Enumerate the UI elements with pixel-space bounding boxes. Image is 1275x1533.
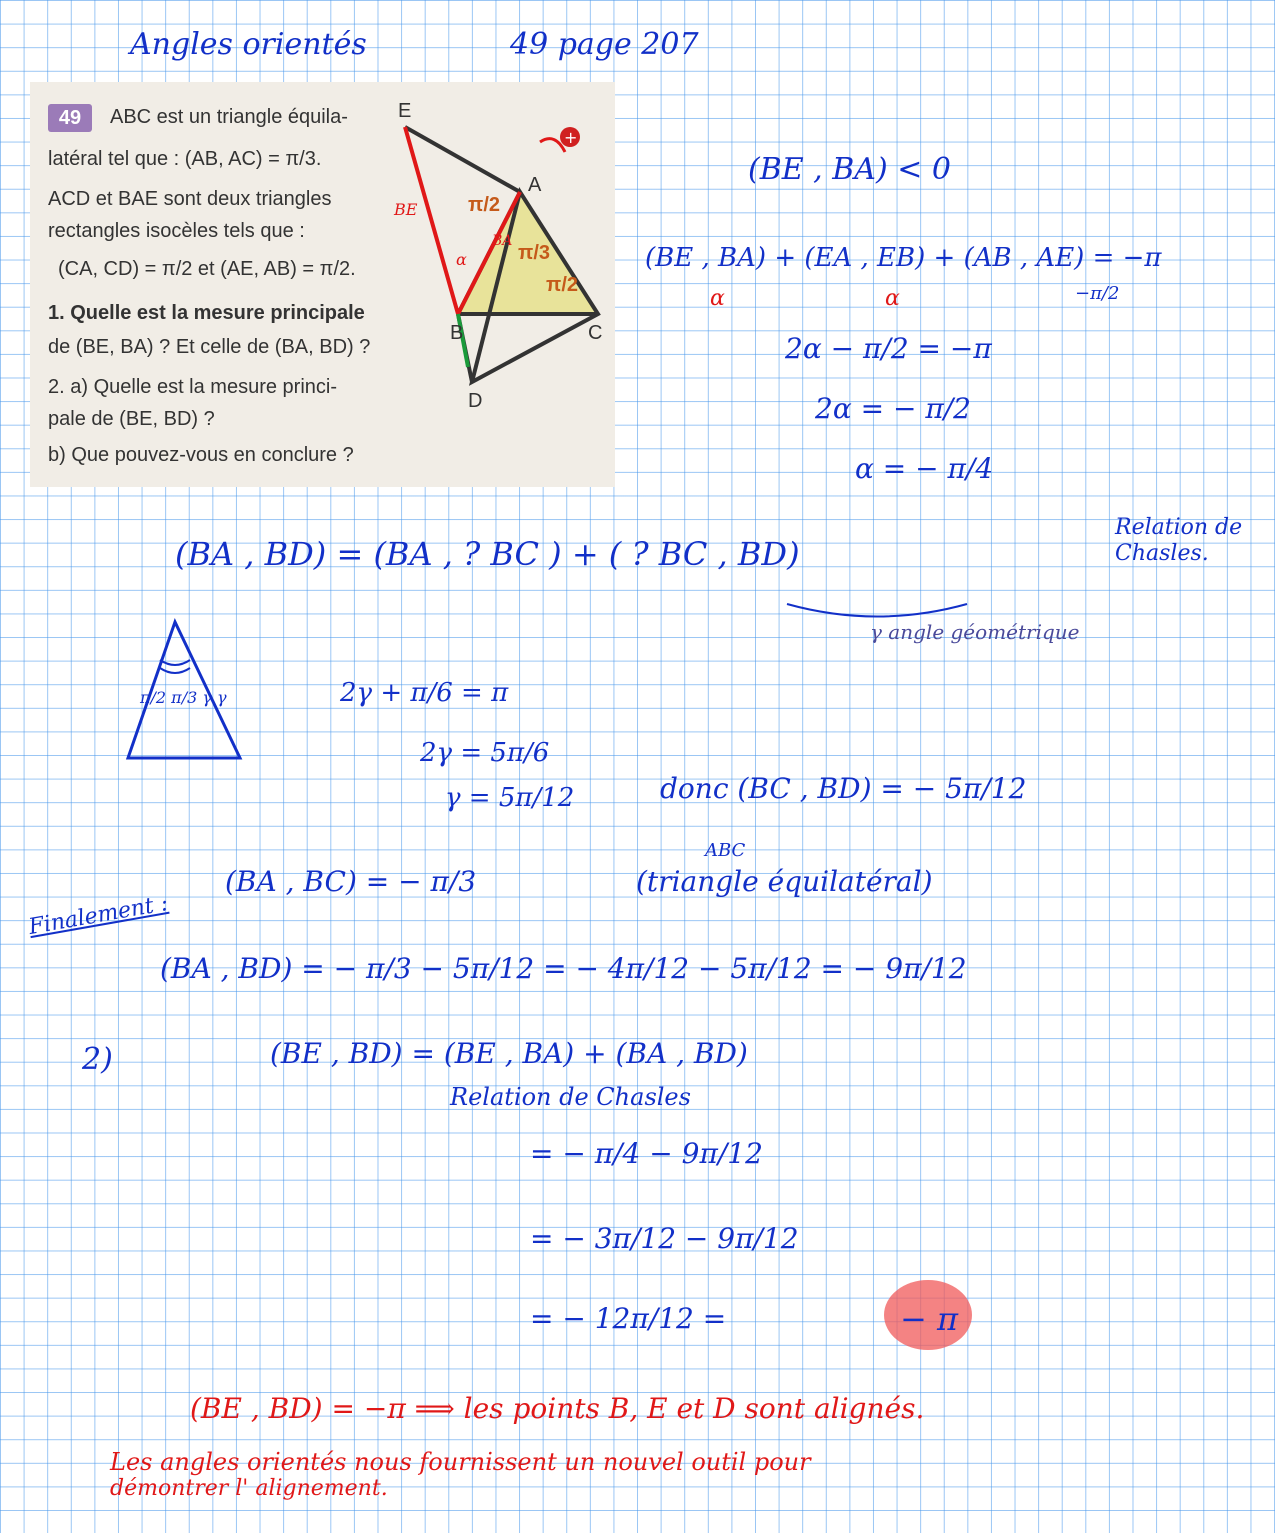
note-be-ba-negative: (BE , BA) < 0 bbox=[748, 152, 951, 187]
conclusion-line: (BE , BD) = −π ⟹ les points B, E et D sont alignés. bbox=[190, 1392, 925, 1425]
note-minus-pi-over-2: −π/2 bbox=[1075, 283, 1120, 304]
textbook-line-4: rectangles isocèles tels que : bbox=[48, 220, 305, 242]
triangle-sketch-labels: π/2 π/3 γ γ bbox=[140, 688, 227, 707]
figure-label-e: E bbox=[398, 100, 412, 122]
figure-label-c: C bbox=[588, 322, 603, 344]
figure-label-ba: BA bbox=[492, 233, 513, 249]
gamma-angle-note: γ angle géométrique bbox=[870, 620, 1080, 644]
note-alpha-2: α bbox=[885, 286, 900, 311]
textbook-line-6: 1. Quelle est la mesure principale bbox=[48, 302, 365, 324]
textbook-line-3: ACD et BAE sont deux triangles bbox=[48, 188, 332, 210]
figure-label-alpha: α bbox=[456, 250, 467, 269]
donc-bc-bd: donc (BC , BD) = − 5π/12 bbox=[660, 772, 1027, 805]
textbook-line-1: ABC est un triangle équila- bbox=[110, 106, 348, 128]
finalement-label: Finalement : bbox=[26, 890, 170, 941]
final-note-line-2: démontrer l' alignement. bbox=[110, 1476, 388, 1501]
textbook-line-9: pale de (BE, BD) ? bbox=[48, 408, 215, 430]
equilateral-note: (triangle équilatéral) bbox=[636, 865, 933, 898]
textbook-line-2: latéral tel que : (AB, AC) = π/3. bbox=[48, 148, 322, 170]
page-title: Angles orientés bbox=[130, 27, 367, 62]
part-2-step-1: = − π/4 − 9π/12 bbox=[530, 1137, 763, 1170]
figure-label-pi3: π/3 bbox=[518, 242, 550, 264]
final-equation: (BA , BD) = − π/3 − 5π/12 = − 4π/12 − 5π/12 = − 9π/12 bbox=[160, 952, 967, 985]
abc-note: ABC bbox=[705, 840, 746, 861]
gamma-equation-3: γ = 5π/12 bbox=[445, 783, 575, 813]
figure-label-b: B bbox=[450, 322, 464, 344]
textbook-line-10: b) Que pouvez-vous en conclure ? bbox=[48, 444, 354, 466]
triangle-figure bbox=[30, 82, 615, 487]
exercise-reference: 49 page 207 bbox=[510, 27, 699, 62]
figure-label-pi2-a: π/2 bbox=[468, 194, 500, 216]
part-2-step-3: = − 12π/12 = bbox=[530, 1302, 727, 1335]
textbook-line-8: 2. a) Quelle est la mesure princi- bbox=[48, 376, 338, 398]
note-2alpha-line: 2α − π/2 = −π bbox=[785, 332, 992, 365]
part-2-step-2: = − 3π/12 − 9π/12 bbox=[530, 1222, 799, 1255]
note-2alpha-eq: 2α = − π/2 bbox=[815, 392, 971, 425]
note-alpha-1: α bbox=[710, 286, 725, 311]
textbook-excerpt bbox=[30, 82, 615, 487]
figure-label-pi2-b: π/2 bbox=[546, 274, 578, 296]
textbook-line-5: (CA, CD) = π/2 et (AE, AB) = π/2. bbox=[58, 258, 356, 280]
exercise-number-badge: 49 bbox=[48, 104, 92, 132]
figure-label-d: D bbox=[468, 390, 483, 412]
part-2-chasles-eq: (BE , BD) = (BE , BA) + (BA , BD) bbox=[270, 1037, 748, 1070]
final-note-line-1: Les angles orientés nous fournissent un nouvel outil pour bbox=[110, 1448, 811, 1476]
svg-text:+: + bbox=[564, 128, 578, 147]
note-angle-sum: (BE , BA) + (EA , EB) + (AB , AE) = −π bbox=[645, 243, 1162, 273]
textbook-line-7: de (BE, BA) ? Et celle de (BA, BD) ? bbox=[48, 336, 371, 358]
chasles-note: Relation de Chasles. bbox=[1115, 515, 1243, 567]
note-alpha-result: α = − π/4 bbox=[855, 452, 994, 485]
ba-bc-equation: (BA , BC) = − π/3 bbox=[225, 865, 477, 898]
part-2-result: − π bbox=[900, 1300, 959, 1338]
gamma-equation-2: 2γ = 5π/6 bbox=[420, 738, 550, 768]
gamma-equation-1: 2γ + π/6 = π bbox=[340, 678, 509, 708]
figure-label-be: BE bbox=[394, 200, 418, 219]
part-2-chasles-note: Relation de Chasles bbox=[450, 1083, 691, 1111]
part-2-label: 2) bbox=[82, 1042, 113, 1077]
figure-label-a: A bbox=[528, 174, 542, 196]
chasles-ba-bd: (BA , BD) = (BA , ? BC ) + ( ? BC , BD) bbox=[175, 535, 800, 573]
